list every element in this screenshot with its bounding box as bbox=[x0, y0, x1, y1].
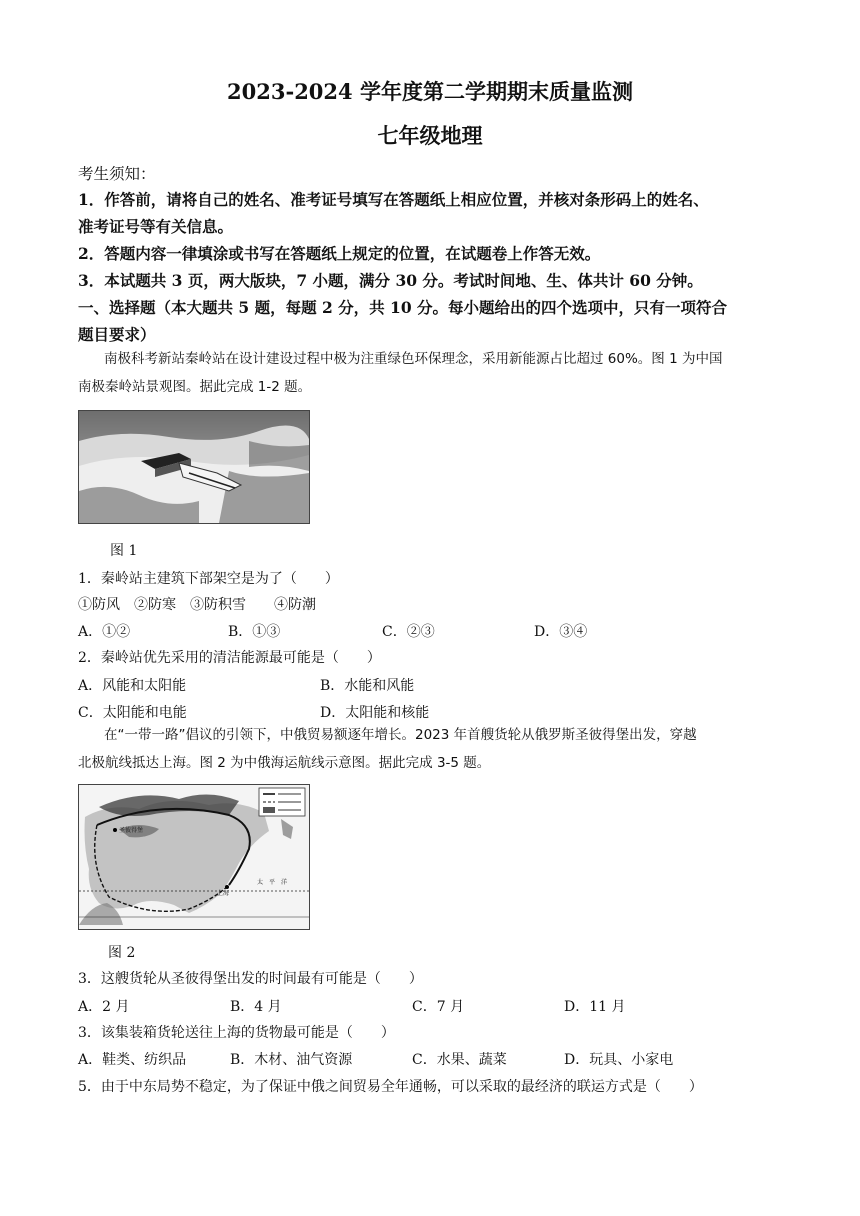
passage-2-line-1: 在“一带一路”倡议的引领下，中俄贸易额逐年增长。2023 年首艘货轮从俄罗斯圣彼得堡出发，穿越 bbox=[104, 727, 697, 743]
map-label-pacific: 太 平 洋 bbox=[257, 879, 288, 886]
passage-2-line-2: 北极航线抵达上海。图 2 为中俄海运航线示意图。据此完成 3-5 题。 bbox=[78, 755, 491, 771]
notice-item-2: 2．答题内容一律填涂或书写在答题纸上规定的位置，在试题卷上作答无效。 bbox=[78, 244, 601, 263]
question-1-stem: 1．秦岭站主建筑下部架空是为了（ ） bbox=[78, 571, 339, 587]
map-label-st-petersburg: 圣彼得堡 bbox=[119, 827, 144, 834]
question-2-option-b[interactable]: B．水能和风能 bbox=[320, 678, 415, 694]
exam-subtitle: 七年级地理 bbox=[377, 123, 483, 148]
figure-1-image bbox=[78, 410, 310, 524]
question-1-choices: ①防风 ②防寒 ③防积雪 ④防潮 bbox=[78, 597, 316, 613]
question-3-option-b[interactable]: B．4 月 bbox=[230, 999, 282, 1015]
passage-1-line-1: 南极科考新站秦岭站在设计建设过程中极为注重绿色环保理念，采用新能源占比超过 60%。图 1 为中国 bbox=[104, 351, 723, 367]
question-4-option-c[interactable]: C．水果、蔬菜 bbox=[412, 1052, 507, 1068]
question-2-option-d[interactable]: D．太阳能和核能 bbox=[320, 705, 430, 721]
question-2-option-a[interactable]: A．风能和太阳能 bbox=[78, 678, 187, 694]
notice-heading: 考生须知： bbox=[78, 165, 156, 183]
passage-1-line-2: 南极秦岭站景观图。据此完成 1-2 题。 bbox=[78, 379, 312, 395]
notice-item-1-cont: 准考证号等有关信息。 bbox=[78, 217, 234, 236]
exam-title: 2023-2024 学年度第二学期期末质量监测 bbox=[227, 79, 633, 104]
question-2-stem: 2．秦岭站优先采用的清洁能源最可能是（ ） bbox=[78, 650, 381, 666]
figure-2-map bbox=[78, 784, 310, 930]
figure-1-caption: 图 1 bbox=[110, 543, 138, 559]
question-3-stem: 3．这艘货轮从圣彼得堡出发的时间最有可能是（ ） bbox=[78, 971, 423, 987]
question-4-option-b[interactable]: B．木材、油气资源 bbox=[230, 1052, 353, 1068]
question-2-option-c[interactable]: C．太阳能和电能 bbox=[78, 705, 187, 721]
question-3-option-c[interactable]: C．7 月 bbox=[412, 999, 465, 1015]
question-4-stem: 3．该集装箱货轮送往上海的货物最可能是（ ） bbox=[78, 1025, 395, 1041]
question-1-option-d[interactable]: D．③④ bbox=[534, 624, 588, 640]
question-1-option-c[interactable]: C．②③ bbox=[382, 624, 435, 640]
question-3-option-d[interactable]: D．11 月 bbox=[564, 999, 626, 1015]
station-photo bbox=[79, 411, 309, 523]
question-1-option-b[interactable]: B．①③ bbox=[228, 624, 281, 640]
section-heading-cont: 题目要求） bbox=[78, 325, 156, 344]
question-4-option-d[interactable]: D．玩具、小家电 bbox=[564, 1052, 674, 1068]
question-3-option-a[interactable]: A．2 月 bbox=[78, 999, 130, 1015]
route-map bbox=[79, 785, 309, 929]
notice-item-1: 1．作答前，请将自己的姓名、准考证号填写在答题纸上相应位置，并核对条形码上的姓名、 bbox=[78, 190, 709, 209]
notice-item-3: 3．本试题共 3 页，两大版块，7 小题，满分 30 分。考试时间地、生、体共计 60 分钟。 bbox=[78, 271, 703, 290]
question-4-option-a[interactable]: A．鞋类、纺织品 bbox=[78, 1052, 187, 1068]
section-heading: 一、选择题（本大题共 5 题，每题 2 分，共 10 分。每小题给出的四个选项中，只有一项符合 bbox=[78, 298, 728, 317]
question-5-stem: 5．由于中东局势不稳定，为了保证中俄之间贸易全年通畅，可以采取的最经济的联运方式是（ ） bbox=[78, 1079, 703, 1095]
question-1-option-a[interactable]: A．①② bbox=[78, 624, 131, 640]
figure-2-caption: 图 2 bbox=[108, 945, 136, 961]
map-label-shanghai: 上海 bbox=[217, 890, 230, 897]
